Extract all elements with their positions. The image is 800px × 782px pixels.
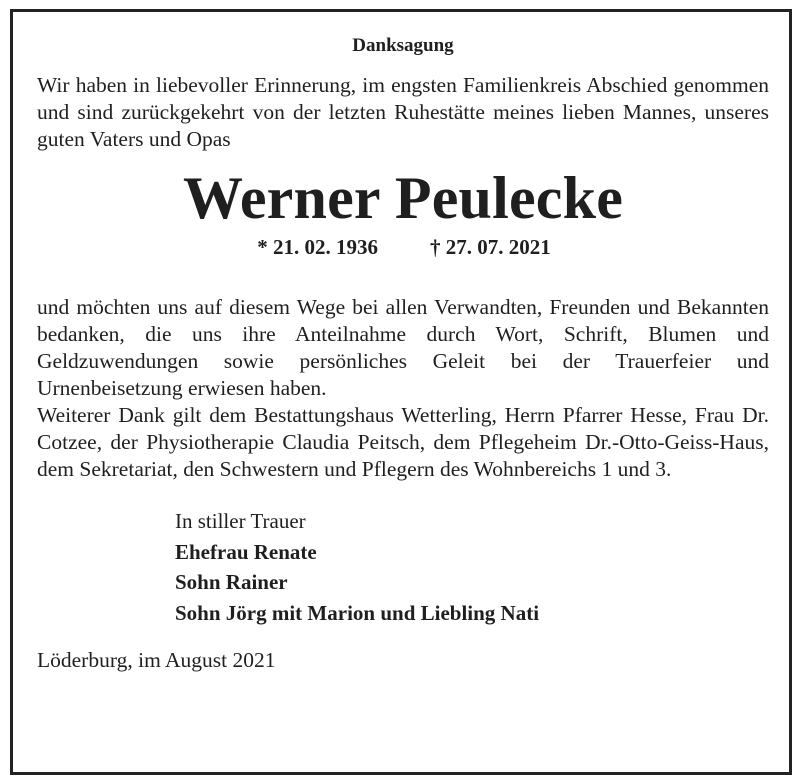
life-dates (37, 234, 769, 260)
notice-frame (10, 9, 792, 775)
mourner-son-joerg: Sohn Jörg mit Marion und Liebling Nati (175, 600, 540, 625)
thanks-block (37, 294, 769, 483)
notice-content (37, 33, 769, 674)
further-thanks-paragraph: Weiterer Dank gilt dem Bestattungshaus Wetterling, Herrn Pfarrer Hesse, Frau Dr. Cotzee, der Physiotherapie Claudia Peitsch, dem Pflegeheim Dr.-Otto-Geiss-Haus, dem Sekretariat, den Schwestern und Pflegern des Wohnbereichs 1 und 3. (37, 403, 769, 481)
signers (175, 506, 769, 628)
deceased-name: Werner Peulecke (182, 165, 624, 231)
intro-paragraph: Wir haben in liebevoller Erinnerung, im engsten Familienkreis Abschied genommen und sind zurückgekehrt von der letzten Ruhestätte meines lieben Mannes, unseres guten Vaters und Opas (37, 73, 769, 151)
notice-title: Danksagung (352, 35, 454, 56)
birth-date: * 21. 02. 1936 (257, 235, 378, 259)
mourning-line: In stiller Trauer (175, 509, 306, 533)
death-date: † 27. 07. 2021 (430, 235, 551, 259)
thanks-paragraph: und möchten uns auf diesem Wege bei allen Verwandten, Freunden und Bekannten bedanken, die uns ihre Anteilnahme durch Wort, Schrift, Blumen und Geldzuwendungen sowie persönliches Geleit bei der Trauerfeier und Urnenbeisetzung erwiesen haben. (37, 295, 769, 400)
place-date: Löderburg, im August 2021 (37, 648, 276, 672)
mourner-son-rainer: Sohn Rainer (175, 570, 288, 594)
mourner-wife: Ehefrau Renate (175, 539, 317, 564)
